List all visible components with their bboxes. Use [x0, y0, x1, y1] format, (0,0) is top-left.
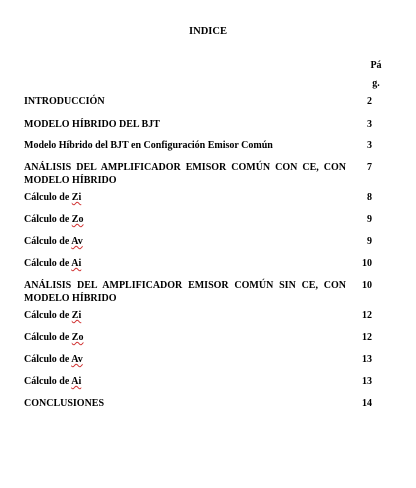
- page-title: INDICE: [189, 26, 227, 37]
- page-header-line-1: Pá: [370, 60, 382, 71]
- toc-entry-variable: Ai: [71, 376, 82, 387]
- toc-entry-calculo-ai[interactable]: [24, 257, 372, 270]
- toc-entry-page: 9: [367, 214, 372, 225]
- toc-entry-conclusiones[interactable]: [24, 397, 372, 410]
- toc-entry-calculo-ai-2[interactable]: [24, 375, 372, 388]
- toc-entry-page: 12: [362, 332, 372, 343]
- toc-entry-variable: Av: [71, 354, 83, 365]
- toc-entry-page: 3: [367, 140, 372, 151]
- toc-entry-calculo-zi-2[interactable]: [24, 309, 372, 322]
- toc-entry-label: Cálculo de: [24, 332, 72, 343]
- toc-entry-page: 9: [367, 236, 372, 247]
- toc-entry-label: CONCLUSIONES: [24, 398, 105, 409]
- toc-entry-page: 10: [362, 258, 372, 269]
- toc-entry-variable: Av: [71, 236, 83, 247]
- toc-entry-label: Cálculo de: [24, 236, 72, 247]
- toc-entry-modelo-hibrido[interactable]: [24, 118, 372, 131]
- toc-entry-variable: Zi: [71, 310, 82, 321]
- toc-entry-analisis-sin-ce[interactable]: [24, 279, 372, 305]
- toc-entry-calculo-av[interactable]: [24, 235, 372, 248]
- toc-entry-label: Cálculo de: [24, 258, 72, 269]
- toc-entry-page: 2: [367, 96, 372, 107]
- toc-entry-page: 7: [367, 162, 372, 173]
- toc-entry-label: Cálculo de: [24, 192, 72, 203]
- toc-entry-variable: Zi: [71, 192, 82, 203]
- toc-entry-variable: Ai: [71, 258, 82, 269]
- toc-entry-calculo-zo[interactable]: [24, 213, 372, 226]
- toc-entry-label: Cálculo de: [24, 214, 72, 225]
- toc-entry-calculo-zo-2[interactable]: [24, 331, 372, 344]
- toc-entry-page: 13: [362, 354, 372, 365]
- toc-entry-calculo-av-2[interactable]: [24, 353, 372, 366]
- page-column-header: [370, 57, 382, 93]
- toc-entry-page: 13: [362, 376, 372, 387]
- toc-entry-page: 12: [362, 310, 372, 321]
- toc-entry-introduccion[interactable]: [24, 95, 372, 108]
- toc-entry-label: MODELO HÍBRIDO DEL BJT: [24, 119, 160, 130]
- toc-entry-calculo-zi[interactable]: [24, 191, 372, 204]
- toc-entry-page: 8: [367, 192, 372, 203]
- toc-entry-label: Modelo Híbrido del BJT en Configuración Emisor Común: [24, 140, 273, 151]
- toc-entry-page: 14: [362, 398, 372, 409]
- toc-entry-label: ANÁLISIS DEL AMPLIFICADOR EMISOR COMÚN CON CE, CON MODELO HÍBRIDO: [24, 162, 346, 186]
- toc-entry-label: Cálculo de: [24, 376, 72, 387]
- page-header-line-2: g.: [372, 78, 380, 89]
- toc-entry-modelo-emisor-comun[interactable]: [24, 139, 372, 152]
- toc-entry-page: 3: [367, 119, 372, 130]
- toc-entry-label: INTRODUCCIÓN: [24, 96, 105, 107]
- toc-entry-analisis-con-ce[interactable]: [24, 161, 372, 187]
- toc-entry-label: Cálculo de: [24, 354, 72, 365]
- toc-entry-label: Cálculo de: [24, 310, 72, 321]
- toc-entry-page: 10: [362, 280, 372, 291]
- toc-entry-variable: Zo: [71, 214, 84, 225]
- toc-entry-label: ANÁLISIS DEL AMPLIFICADOR EMISOR COMÚN SIN CE, CON MODELO HÍBRIDO: [24, 280, 346, 304]
- toc-entry-variable: Zo: [71, 332, 84, 343]
